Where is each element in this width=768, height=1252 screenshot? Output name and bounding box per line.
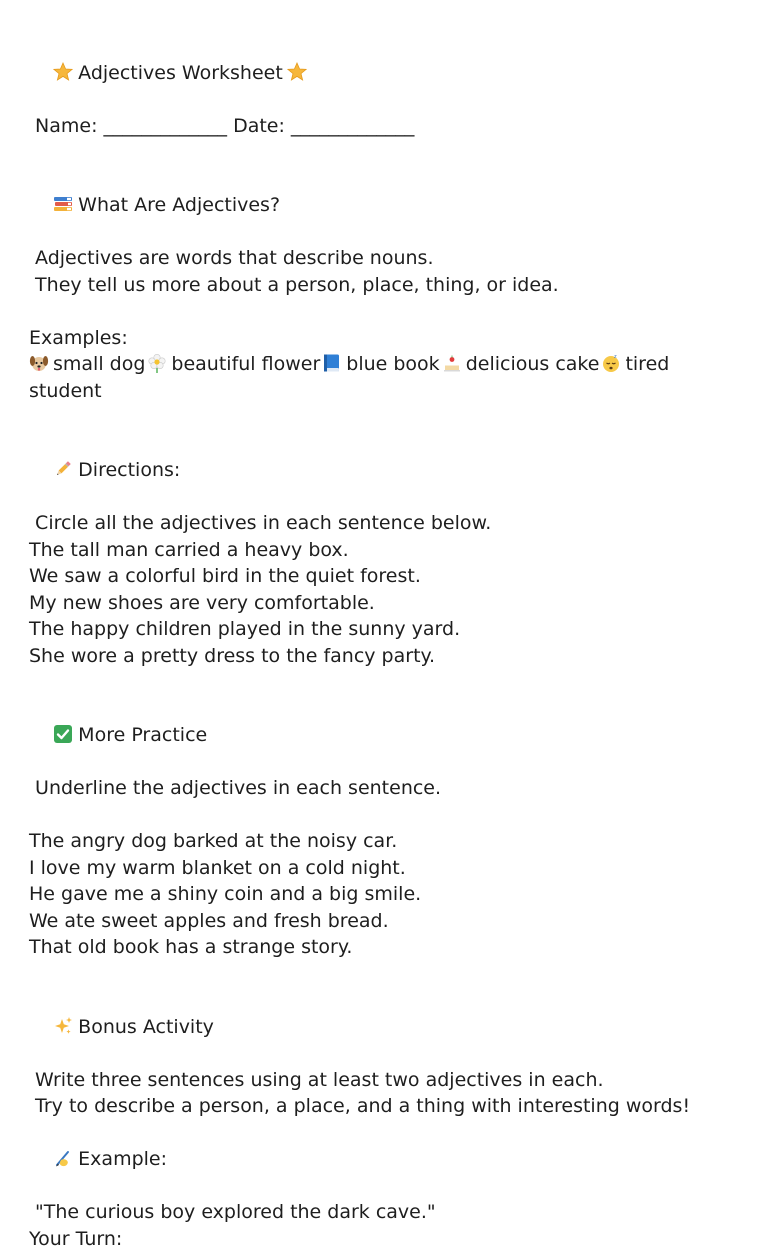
worksheet-title: Adjectives Worksheet [78,62,283,84]
your-turn-label: Your Turn: [29,1226,741,1252]
example-text: small dog [53,353,145,375]
worksheet-page [29,33,741,1252]
example-text: beautiful flower [171,353,320,375]
section-heading-intro [29,166,741,246]
bonus-example-line [29,1120,741,1200]
more-practice-instruction: Underline the adjectives in each sentence. [29,775,741,802]
more-practice-heading: More Practice [78,724,207,746]
examples-wrap-line: student [29,378,741,405]
blue-book-icon [322,353,342,373]
section-heading-bonus [29,987,741,1067]
sentence-line: She wore a pretty dress to the fancy party. [29,643,741,670]
bonus-line: Try to describe a person, a place, and a thing with interesting words! [29,1093,741,1120]
sentence-line: We saw a colorful bird in the quiet forest. [29,563,741,590]
sentence-line: We ate sweet apples and fresh bread. [29,908,741,935]
sentence-line: The angry dog barked at the noisy car. [29,828,741,855]
cake-icon [442,353,462,373]
worksheet-title-line [29,33,741,113]
sentence-line: That old book has a strange story. [29,934,741,961]
sentence-line: The happy children played in the sunny yard. [29,616,741,643]
section-heading-directions [29,431,741,511]
example-text: blue book [346,353,439,375]
sentence-line: He gave me a shiny coin and a big smile. [29,881,741,908]
intro-line: Adjectives are words that describe nouns. [29,245,741,272]
star-icon [53,62,73,82]
intro-heading: What Are Adjectives? [78,194,280,216]
flower-icon [147,353,167,373]
bonus-line: Write three sentences using at least two adjectives in each. [29,1067,741,1094]
sparkles-icon [53,1016,73,1036]
directions-heading: Directions: [78,459,180,481]
svg-text:z: z [614,354,617,360]
books-icon [53,194,73,214]
intro-line: They tell us more about a person, place, thing, or idea. [29,272,741,299]
examples-list [29,351,741,378]
example-text: delicious cake [466,353,600,375]
directions-instruction: Circle all the adjectives in each sentence below. [29,510,741,537]
star-icon [287,62,307,82]
name-date-line: Name: _____________ Date: _____________ [29,113,741,140]
sentence-line: The tall man carried a heavy box. [29,537,741,564]
sleepy-face-icon [601,353,621,373]
example-text: tired [625,353,669,375]
section-heading-more-practice [29,696,741,776]
pencil-icon [53,459,73,479]
bonus-example-label: Example: [78,1148,167,1170]
sentence-line: I love my warm blanket on a cold night. [29,855,741,882]
check-box-icon [53,724,73,744]
writing-hand-icon [53,1148,73,1168]
sentence-line: My new shoes are very comfortable. [29,590,741,617]
bonus-heading: Bonus Activity [78,1016,214,1038]
dog-face-icon [29,353,49,373]
bonus-example-sentence: "The curious boy explored the dark cave." [29,1199,741,1226]
examples-label: Examples: [29,325,741,352]
